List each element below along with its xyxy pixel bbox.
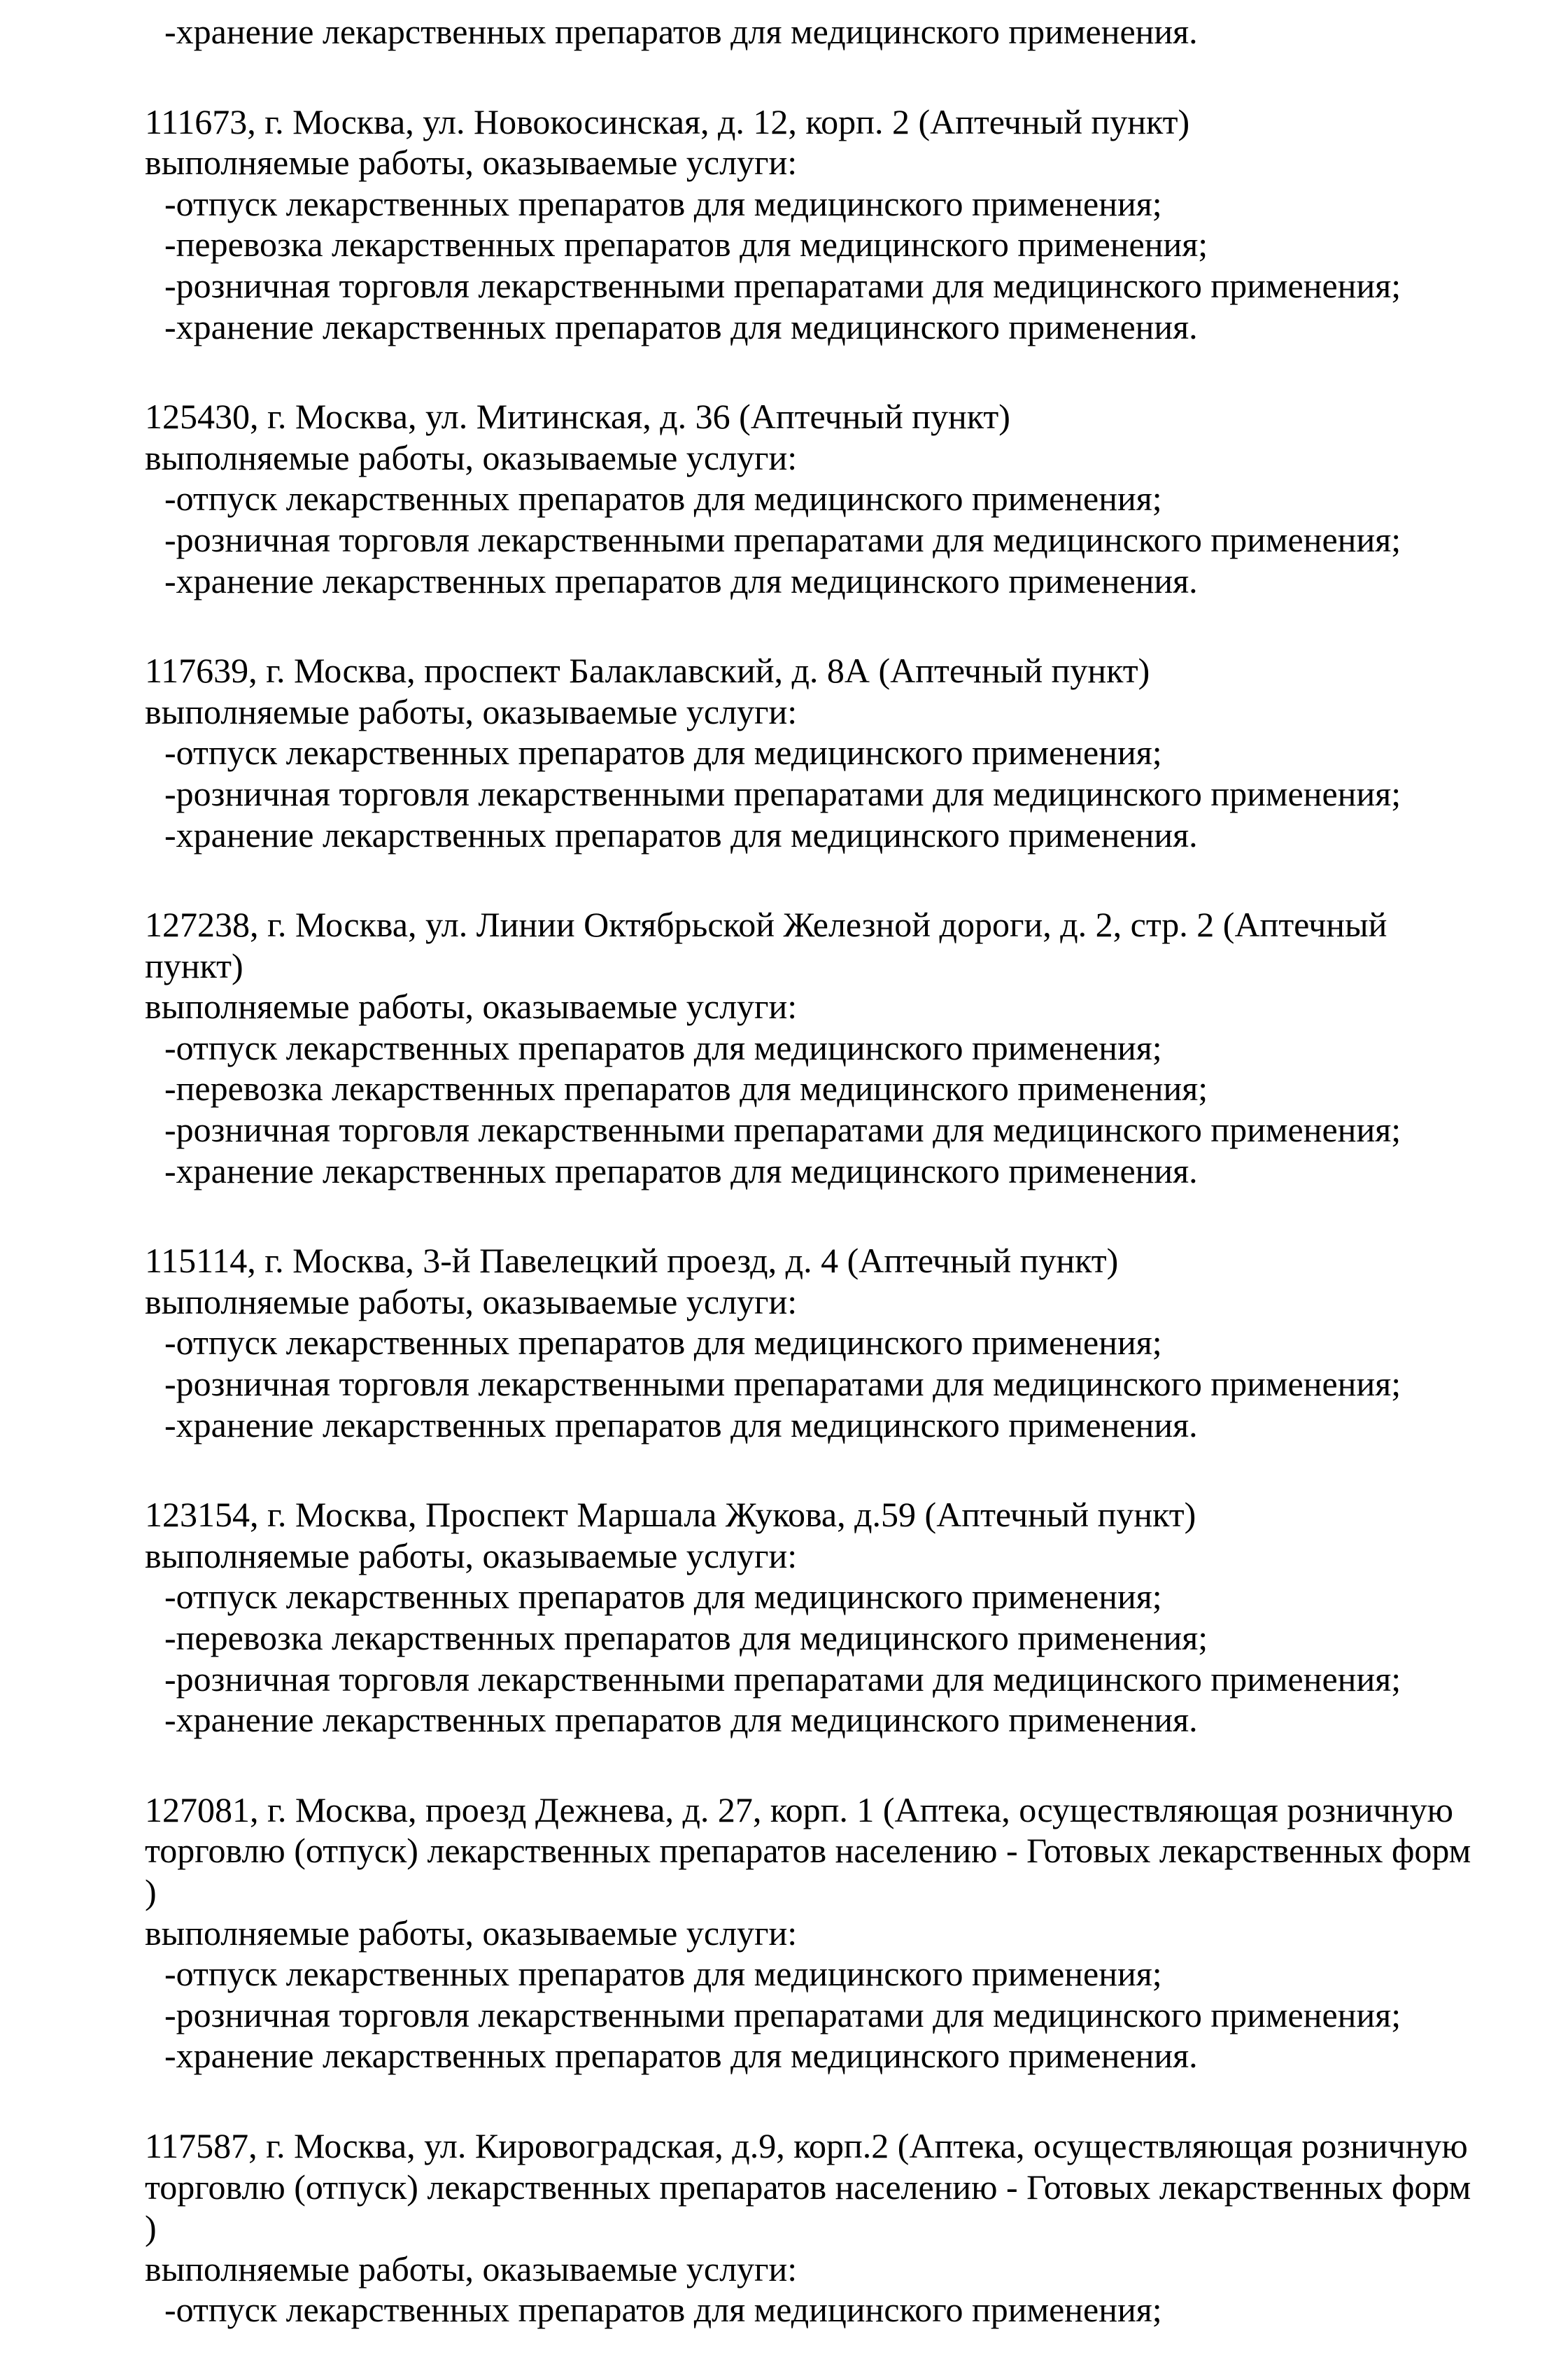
license-addresses-list (145, 11, 1537, 2331)
service-item: -отпуск лекарственных препаратов для медицинского применения; (164, 2290, 1162, 2330)
service-item: -отпуск лекарственных препаратов для медицинского применения; (164, 1954, 1162, 1994)
service-item: -отпуск лекарственных препаратов для медицинского применения; (164, 479, 1162, 519)
address-entry (145, 101, 1537, 348)
address-entry (145, 1494, 1537, 1741)
address-line: пункт) (145, 945, 243, 985)
address-line: ) (145, 1871, 157, 1911)
address-entry (145, 396, 1537, 601)
address-line: 123154, г. Москва, Проспект Маршала Жукова, д.59 (Аптечный пункт) (145, 1495, 1196, 1535)
service-item: -хранение лекарственных препаратов для медицинского применения. (164, 307, 1198, 346)
service-item: -розничная торговля лекарственными препаратами для медицинского применения; (164, 1659, 1401, 1699)
service-item: -хранение лекарственных препаратов для медицинского применения. (164, 2036, 1198, 2076)
services-heading: выполняемые работы, оказываемые услуги: (145, 691, 798, 731)
service-item: -хранение лекарственных препаратов для медицинского применения. (164, 12, 1198, 51)
address-line: 111673, г. Москва, ул. Новокосинская, д. 12, корп. 2 (Аптечный пункт) (145, 101, 1190, 141)
service-item: -хранение лекарственных препаратов для медицинского применения. (164, 561, 1198, 600)
address-entry (145, 650, 1537, 855)
address-entry (145, 2125, 1537, 2331)
address-line: 127081, г. Москва, проезд Дежнева, д. 27, корп. 1 (Аптека, осуществляющая розничную (145, 1790, 1453, 1829)
service-item: -розничная торговля лекарственными препаратами для медицинского применения; (164, 265, 1401, 305)
service-item: -перевозка лекарственных препаратов для медицинского применения; (164, 225, 1208, 265)
service-item: -отпуск лекарственных препаратов для медицинского применения; (164, 1577, 1162, 1617)
services-heading: выполняемые работы, оказываемые услуги: (145, 437, 798, 477)
address-line: торговлю (отпуск) лекарственных препаратов населению - Готовых лекарственных форм (145, 2167, 1471, 2207)
service-item: -хранение лекарственных препаратов для медицинского применения. (164, 815, 1198, 855)
service-item: -отпуск лекарственных препаратов для медицинского применения; (164, 1027, 1162, 1067)
address-line: ) (145, 2208, 157, 2248)
address-line: 125430, г. Москва, ул. Митинская, д. 36 (Аптечный пункт) (145, 397, 1010, 437)
services-heading: выполняемые работы, оказываемые услуги: (145, 1913, 798, 1953)
address-line: 115114, г. Москва, 3-й Павелецкий проезд, д. 4 (Аптечный пункт) (145, 1241, 1119, 1281)
service-item: -отпуск лекарственных препаратов для медицинского применения; (164, 1323, 1162, 1363)
address-entry (145, 904, 1537, 1191)
service-item: -отпуск лекарственных препаратов для медицинского применения; (164, 733, 1162, 773)
address-entry (145, 1240, 1537, 1445)
address-line: торговлю (отпуск) лекарственных препаратов населению - Готовых лекарственных форм (145, 1831, 1471, 1871)
service-item: -розничная торговля лекарственными препаратами для медицинского применения; (164, 519, 1401, 559)
service-item: -розничная торговля лекарственными препаратами для медицинского применения; (164, 1110, 1401, 1150)
services-heading: выполняемые работы, оказываемые услуги: (145, 987, 798, 1027)
address-line: 117587, г. Москва, ул. Кировоградская, д.9, корп.2 (Аптека, осуществляющая розничную (145, 2125, 1468, 2165)
address-line: 117639, г. Москва, проспект Балаклавский, д. 8А (Аптечный пункт) (145, 651, 1150, 691)
service-item: -розничная торговля лекарственными препаратами для медицинского применения; (164, 773, 1401, 813)
service-item: -хранение лекарственных препаратов для медицинского применения. (164, 1405, 1198, 1444)
service-item: -отпуск лекарственных препаратов для медицинского применения; (164, 183, 1162, 223)
service-item: -хранение лекарственных препаратов для медицинского применения. (164, 1700, 1198, 1740)
services-heading: выполняемые работы, оказываемые услуги: (145, 1535, 798, 1575)
service-item: -розничная торговля лекарственными препаратами для медицинского применения; (164, 1364, 1401, 1404)
address-entry (145, 1790, 1537, 2076)
services-heading: выполняемые работы, оказываемые услуги: (145, 143, 798, 183)
address-line: 127238, г. Москва, ул. Линии Октябрьской Железной дороги, д. 2, стр. 2 (Аптечный (145, 905, 1387, 945)
services-heading: выполняемые работы, оказываемые услуги: (145, 2249, 798, 2289)
service-item: -розничная торговля лекарственными препаратами для медицинского применения; (164, 1995, 1401, 2034)
continued-services-block (145, 11, 1537, 52)
service-item: -хранение лекарственных препаратов для медицинского применения. (164, 1151, 1198, 1190)
service-item: -перевозка лекарственных препаратов для медицинского применения; (164, 1069, 1208, 1109)
services-heading: выполняемые работы, оказываемые услуги: (145, 1281, 798, 1321)
service-item: -перевозка лекарственных препаратов для медицинского применения; (164, 1618, 1208, 1657)
